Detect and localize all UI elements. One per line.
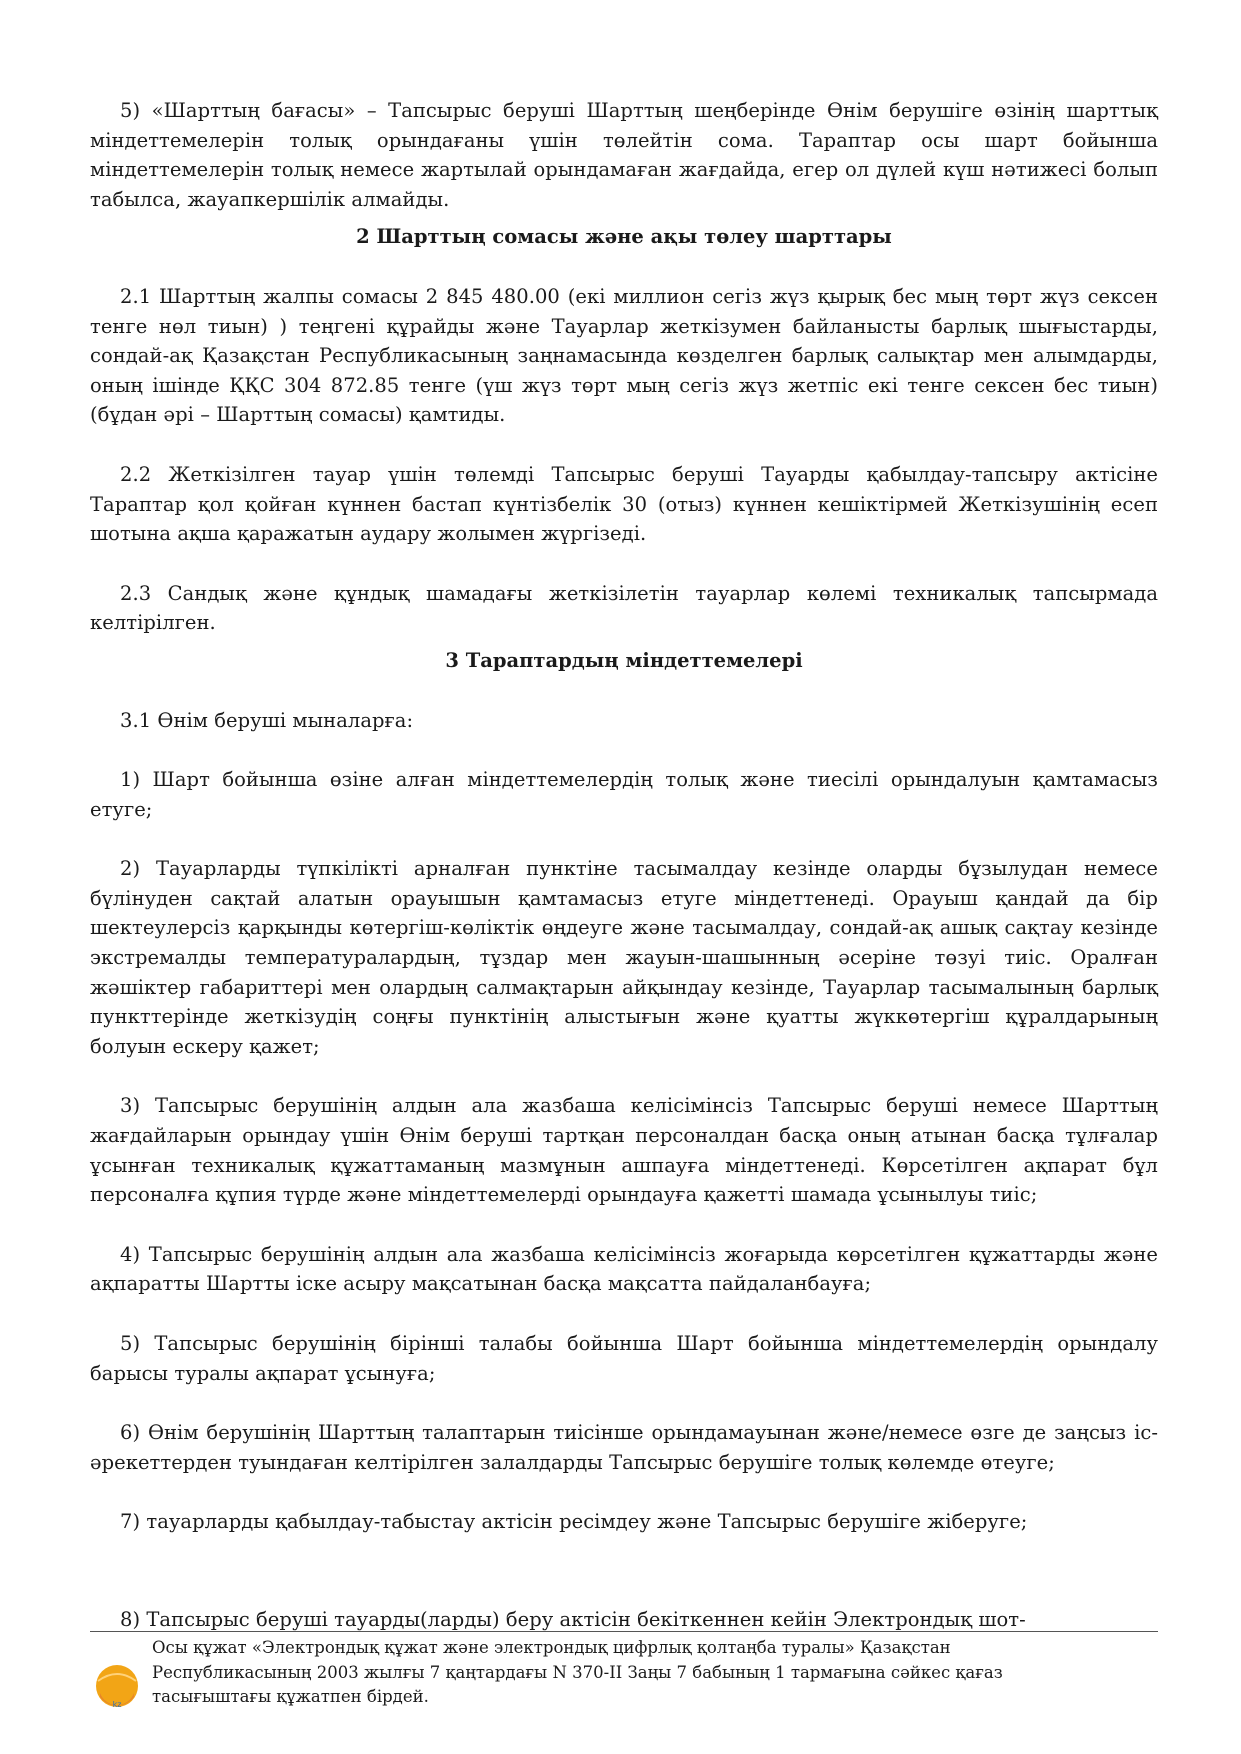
page-footer: [90, 1608, 1158, 1741]
sun-logo-icon: [94, 1663, 140, 1709]
section-heading-2: 2 Шарттың сомасы және ақы төлеу шарттары: [356, 225, 892, 249]
paragraph-2-3: 2.3 Сандық және құндық шамадағы жеткізілетін тауарлар көлемі техникалық тапсырмада келтірілген.: [90, 581, 1158, 635]
paragraph-definition-5: 5) «Шарттың бағасы» – Тапсырыс беруші Шарттың шеңберінде Өнім берушіге өзінің шарттық міндеттемелерін толық орындағаны үшін төлейтін сома. Тараптар осы шарт бойынша міндеттемелерін толық немесе жартылай орындамаған жағдайда, егер ол дүлей күш нәтижесі болып табылса, жауапкершілік алмайды.: [90, 99, 1158, 211]
document-body: [90, 96, 1158, 1537]
paragraph-2-2: 2.2 Жеткізілген тауар үшін төлемді Тапсырыс беруші Тауарды қабылдау-тапсыру актісіне Тараптар қол қойған күннен бастап күнтізбелік 30 (отыз) күннен кешіктірмей Жеткізушінің есеп шотына ақша қаражатын аудару жолымен жүргізеді.: [90, 462, 1158, 546]
svg-text:kz: kz: [112, 1700, 122, 1709]
list-item-3: 3) Тапсырыс берушінің алдын ала жазбаша келісімінсіз Тапсырыс беруші немесе Шарттың жағдайларын орындау үшін Өнім беруші тартқан персоналдан басқа оның атынан басқа тұлғалар ұсынған техникалық құжаттаманың мазмұнын ашпауға міндеттенеді. Көрсетілген ақпарат бұл персоналға құпия түрде және міндеттемелерді орындауға қажетті шамада ұсынылуы тиіс;: [90, 1094, 1158, 1207]
paragraph-2-1: 2.1 Шарттың жалпы сомасы 2 845 480.00 (екі миллион сегіз жүз қырық бес мың төрт жүз сексен тенге нөл тиын) ) теңгені құрайды және Тауарлар жеткізумен байланысты барлық шығыстарды, сондай-ақ Қазақстан Республикасының заңнамасында көзделген барлық салықтар мен алымдарды, оның ішінде ҚҚС 304 872.85 тенге (үш жүз төрт мың сегіз жүз жетпіс екі тенге сексен бес тиын) (бұдан әрі – Шарттың сомасы) қамтиды.: [90, 284, 1158, 427]
list-item-8: 8) Тапсырыс беруші тауарды(ларды) беру актісін бекіткеннен кейін Электрондық шот-: [120, 1608, 1026, 1631]
list-item-4: 4) Тапсырыс берушінің алдын ала жазбаша келісімінсіз жоғарыда көрсетілген құжаттарды және ақпаратты Шартты іске асыру мақсатынан басқа мақсатта пайдаланбауға;: [90, 1242, 1158, 1296]
paragraph-3-1: 3.1 Өнім беруші мыналарға:: [120, 708, 414, 732]
list-item-1: 1) Шарт бойынша өзіне алған міндеттемелердің толық және тиесілі орындалуын қамтамасыз етуге;: [90, 768, 1158, 821]
list-item-2: 2) Тауарларды түпкілікті арналған пунктіне тасымалдау кезінде оларды бұзылудан немесе бүлінуден сақтай алатын орауышын қамтамасыз етуге міндеттенеді. Орауыш қандай да бір шектеулерсіз қарқынды көтергіш-көліктік өңдеуге және тасымалдау, сондай-ақ ашық сақтау кезінде экстремалды температуралардың, тұздар мен жауын-шашынның әсеріне төзуі тиіс. Оралған жәшіктер габариттері мен олардың салмақтарын айқындау кезінде, Тауарлар тасымалының барлық пункттерінде жеткізудің соңғы пунктінің алыстығын және қуатты жүккөтергіш құралдарының болуын ескеру қажет;: [90, 857, 1158, 1058]
continued-line-clip: [90, 1605, 1158, 1631]
section-heading-3: 3 Тараптардың міндеттемелері: [445, 648, 803, 672]
list-item-7: 7) тауарларды қабылдау-табыстау актісін ресімдеу және Тапсырыс берушіге жіберуге;: [120, 1510, 1028, 1534]
footer-legal-note: Осы құжат «Электрондық құжат және электрондық цифрлық қолтаңба туралы» Қазақстан Республикасының 2003 жылғы 7 қаңтардағы N 370-II Заңы 7 бабының 1 тармағына сәйкес қағаз тасығыштағы құжатпен бірдей.: [152, 1638, 1003, 1706]
list-item-6: 6) Өнім берушінің Шарттың талаптарын тиісінше орындамауынан және/немесе өзге де заңсыз іс-әрекеттерден туындаған келтірілген залалдарды Тапсырыс берушіге толық көлемде өтеуге;: [90, 1421, 1158, 1474]
list-item-5: 5) Тапсырыс берушінің бірінші талабы бойынша Шарт бойынша міндеттемелердің орындалу барысы туралы ақпарат ұсынуға;: [90, 1332, 1158, 1385]
footer-divider: [90, 1631, 1158, 1632]
